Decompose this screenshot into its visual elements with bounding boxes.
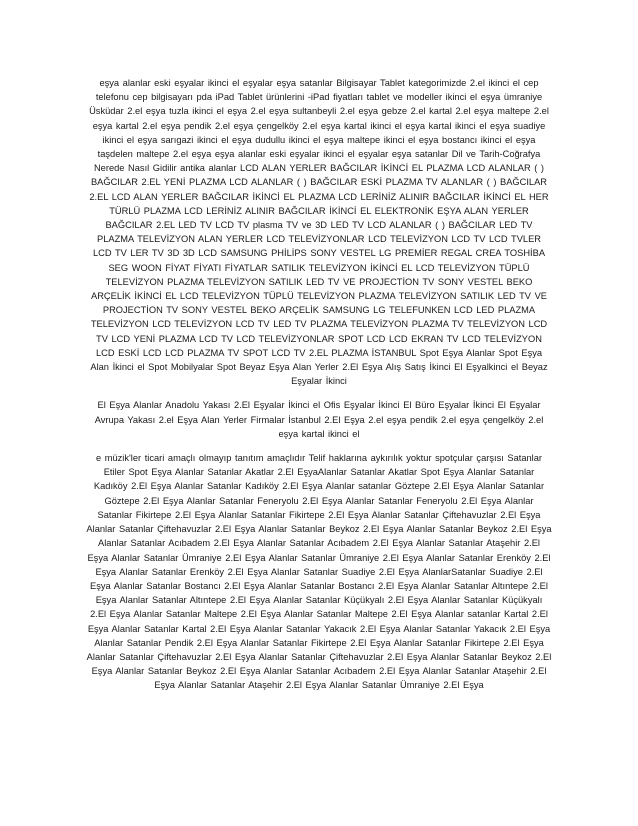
paragraph-1: eşya alanlar eski eşyalar ikinci el eşyalar eşya satanlar Bilgisayar Tablet kategorimizde 2.el ikinci el cep telefonu cep bilgisayarı pda iPad Tablet ürünlerini -iPad fiyatları tablet ve modeller ikinci el eşya ümraniye Üsküdar 2.el eşya tuzla ikinci el eşya 2.el eşya sultanbeyli 2.el eşya gebze 2.el kartal 2.el eşya maltepe 2.el eşya kartal 2.el eşya pendik 2.el eşya çengelköy 2.el eşya kartal ikinci el eşya kartal ikinci el eşya suadiye ikinci el eşya sarıgazi ikinci el eşya dudullu ikinci el eşya maltepe ikinci el eşya bostancı ikinci el eşya taşdelen maltepe 2.el eşya eşya alanlar eski eşyalar ikinci el eşyalar eşya satanlar Dil ve Tarih-Coğrafya Nerede Nasıl Gidilir antika alanlar LCD ALAN YERLER BAĞCILAR İKİNCİ EL PLAZMA LCD ALANLAR ( ) BAĞCILAR 2.EL YENİ PLAZMA LCD ALANLAR ( ) BAĞCILAR ESKİ PLAZMA TV ALANLAR ( ) BAĞCILAR 2.EL LCD ALAN YERLER BAĞCILAR İKİNCİ EL PLAZMA LCD LERİNİZ ALINIR BAĞCILAR İKİNCİ EL HER TÜRLÜ PLAZMA LCD LERİNİZ ALINIR BAĞCILAR İKİNCİ EL ELEKTRONİK EŞYA ALAN YERLER BAĞCILAR 2.EL LED TV LCD TV plasma TV ve 3D LED TV LCD ALANLAR ( ) BAĞCILAR LED TV PLAZMA TELEVİZYON ALAN YERLER LCD TELEVİZYONLAR LCD TELEVİZYON LCD TV LCD TVLER LCD TV LER TV 3D 3D LCD SAMSUNG PHİLİPS SONY VESTEL LG PREMİER REGAL CREA TOSHİBA SEG WOON FİYAT FİYATI FİYATLAR SATILIK TELEVİZYON İKİNCİ EL LCD TELEVİZYON TÜPLÜ TELEVİZYON PLAZMA TELEVİZYON SATILIK LED TV VE PROJECTİON TV SONY VESTEL BEKO ARÇELİK İKİNCİ EL LCD TELEVİZYON TÜPLÜ TELEVİZYON PLAZMA TELEVİZYON SATILIK LED TV VE PROJECTİON TV SONY VESTEL BEKO ARÇELİK SAMSUNG LG TELEFUNKEN LCD LED PLAZMA TELEVİZYON LCD TELEVİZYON LCD TV LED TV PLAZMA TELEVİZYON PLAZMA TV TELEVİZYON LCD TV LCD YENİ PLAZMA LCD TV LCD TELEVİZYONLAR SPOT LCD LCD EKRAN TV LCD TELEVİZYON LCD ESKİ LCD LCD PLAZMA TV SPOT LCD TV 2.EL PLAZMA İSTANBUL Spot Eşya Alanlar Spot Eşya Alan İkinci el Spot Mobilyalar Spot Beyaz Eşya Alan Yerler 2.El Eşya Alış Satış İkinci El Eşyalkinci el Beyaz Eşyalar İkinci [89,78,549,387]
paragraph-2: El Eşya Alanlar Anadolu Yakası 2.El Eşyalar İkinci el Ofis Eşyalar İkinci El Büro Eşyalar İkinci El Eşyalar Avrupa Yakası 2.el Eşya Alan Yerler Firmalar İstanbul 2.El Eşya 2.el eşya pendik 2.el eşya çengelköy 2.el eşya kartal ikinci el [94,400,544,439]
paragraph-3: e müzik'ler ticari amaçlı olmayıp tanıtım amaçlıdır Telif haklarına aykırılık yoktur spotçular çarşısı Satanlar Etiler Spot Eşya Alanlar Satanlar Akatlar 2.El EşyaAlanlar Satanlar Akatlar Spot Eşya Alanlar Satanlar Kadıköy 2.El Eşya Alanlar Satanlar Kadıköy 2.El Eşya Alanlar satanlar Göztepe 2.El Eşya Alanlar Satanlar Göztepe 2.El Eşya Alanlar Satanlar Feneryolu 2.El Eşya Alanlar Satanlar Feneryolu 2.El Eşya Alanlar Satanlar Fikirtepe 2.El Eşya Alanlar Satanlar Fikirtepe 2.El Eşya Alanlar Satanlar Çiftehavuzlar 2.El Eşya Alanlar Satanlar Çiftehavuzlar 2.El Eşya Alanlar Satanlar Beykoz 2.El Eşya Alanlar Satanlar Beykoz 2.El Eşya Alanlar Satanlar Acıbadem 2.El Eşya Alanlar Satanlar Acıbadem 2.El Eşya Alanlar Satanlar Ataşehir 2.El Eşya Alanlar Satanlar Ümraniye 2.El Eşya Alanlar Satanlar Ümraniye 2.El Eşya Alanlar Satanlar Erenköy 2.El Eşya Alanlar Satanlar Erenköy 2.El Eşya Alanlar Satanlar Suadiye 2.El Eşya AlanlarSatanlar Suadiye 2.El Eşya Alanlar Satanlar Bostancı 2.El Eşya Alanlar Satanlar Bostancı 2.El Eşya Alanlar Satanlar Altıntepe 2.El Eşya Alanlar Satanlar Altıntepe 2.El Eşya Alanlar Satanlar Küçükyalı 2.El Eşya Alanlar Satanlar Küçükyalı 2.El Eşya Alanlar Satanlar Maltepe 2.El Eşya Alanlar Satanlar Maltepe 2.El Eşya Alanlar satanlar Kartal 2.El Eşya Alanlar Satanlar Kartal 2.El Eşya Alanlar Satanlar Yakacık 2.El Eşya Alanlar Satanlar Yakacık 2.El Eşya Alanlar Satanlar Pendik 2.El Eşya Alanlar Satanlar Fikirtepe 2.El Eşya Alanlar Satanlar Fikirtepe 2.El Eşya Alanlar Satanlar Çiftehavuzlar 2.El Eşya Alanlar Satanlar Çiftehavuzlar 2.El Eşya Alanlar Satanlar Beykoz 2.El Eşya Alanlar Satanlar Beykoz 2.El Eşya Alanlar Satanlar Acıbadem 2.El Eşya Alanlar Satanlar Ataşehir 2.El Eşya Alanlar Satanlar Ataşehir 2.El Eşya Alanlar Satanlar Ümraniye 2.El Eşya [86,453,552,691]
document-page [86,76,552,693]
